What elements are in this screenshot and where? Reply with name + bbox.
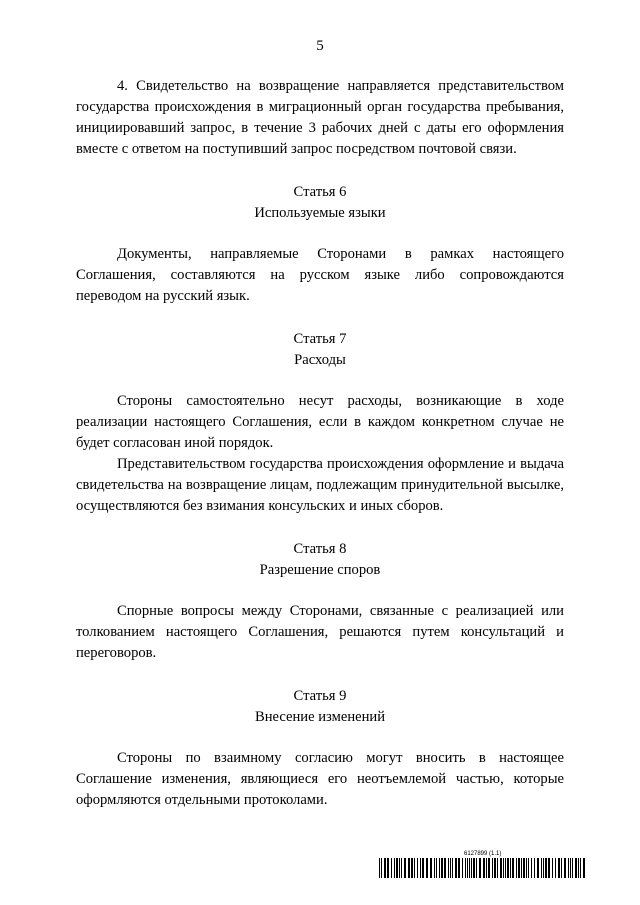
barcode-code: 6127899 (1.1) — [464, 851, 502, 857]
article-number: Статья 8 — [293, 541, 347, 557]
article-number: Статья 7 — [293, 331, 347, 347]
article-title: Используемые языки — [254, 205, 386, 221]
article-title: Разрешение споров — [259, 562, 381, 578]
article-9 — [76, 686, 564, 811]
article-paragraph: Документы, направляемые Сторонами в рамках настоящего Соглашения, составляются на русском языке либо сопровождаются переводом на русский язык. — [76, 246, 564, 304]
article-number: Статья 9 — [293, 688, 347, 704]
article-title: Внесение изменений — [254, 709, 386, 725]
article-title: Расходы — [294, 352, 346, 368]
article-8 — [76, 539, 564, 664]
page-number: 5 — [316, 38, 324, 54]
article-paragraph: Представительством государства происхождения оформление и выдача свидетельства на возвращение лицам, подлежащим принудительной высылке, осуществляются без взимания консульских и иных сборов. — [76, 456, 564, 514]
document-body — [76, 76, 564, 811]
article-6 — [76, 182, 564, 307]
intro-paragraph: 4. Свидетельство на возвращение направляется представительством государства происхождения в миграционный орган государства пребывания, инициировавший запрос, в течение 3 рабочих дней с даты его оформления вместе с ответом на поступивший запрос посредством почтовой связи. — [76, 78, 564, 157]
article-paragraph: Спорные вопросы между Сторонами, связанные с реализацией или толкованием настоящего Соглашения, решаются путем консультаций и переговоров. — [76, 603, 564, 661]
article-paragraph: Стороны самостоятельно несут расходы, возникающие в ходе реализации настоящего Соглашения, если в каждом конкретном случае не будет согласован иной порядок. — [76, 393, 564, 451]
article-number: Статья 6 — [293, 184, 347, 200]
barcode-image — [379, 858, 585, 878]
article-paragraph: Стороны по взаимному согласию могут вносить в настоящее Соглашение изменения, являющиеся его неотъемлемой частью, которые оформляются отдельными протоколами. — [76, 750, 564, 808]
article-7 — [76, 329, 564, 517]
